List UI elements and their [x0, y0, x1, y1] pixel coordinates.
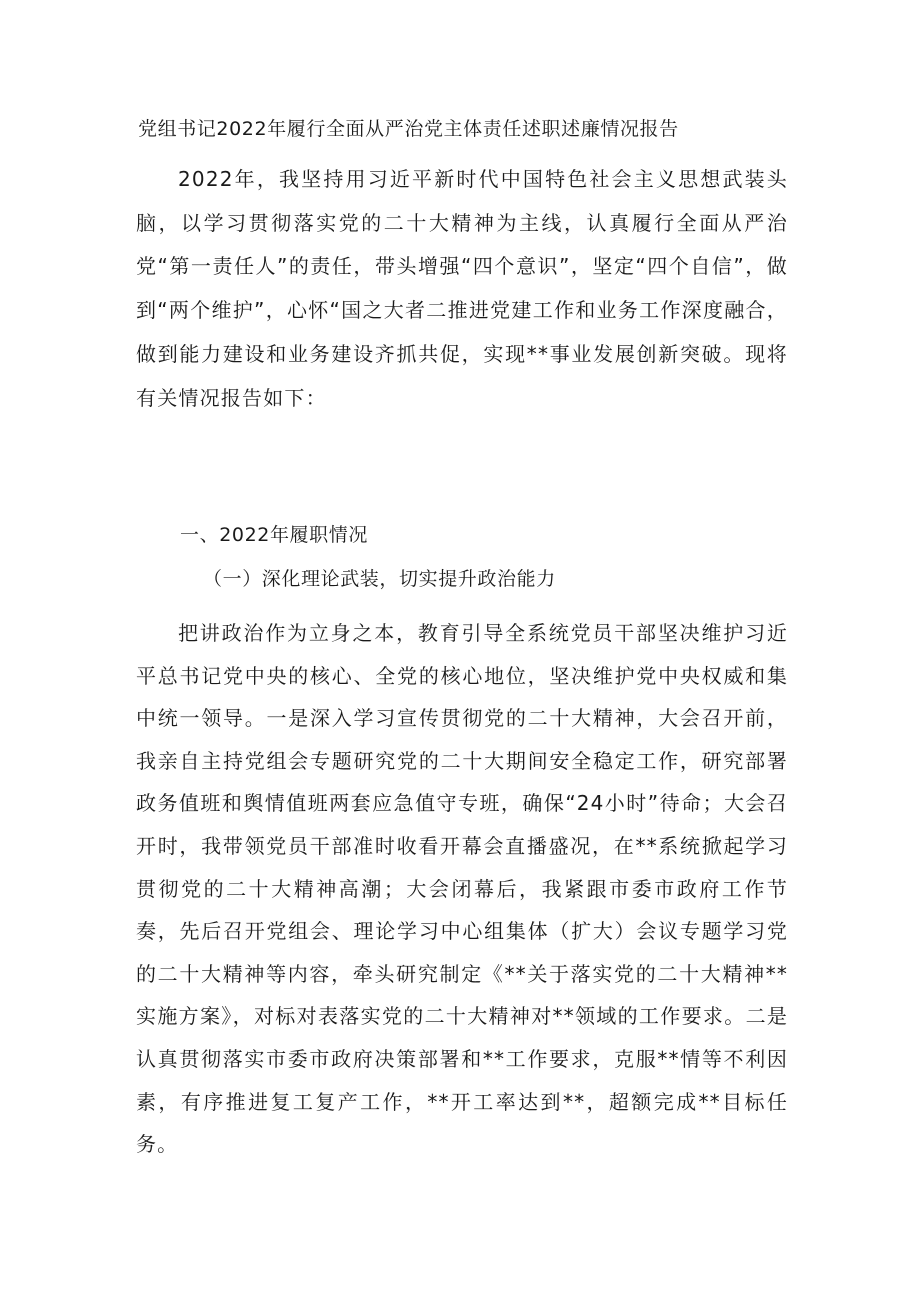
subsection-heading: （一）深化理论武装，切实提升政治能力 — [203, 568, 556, 590]
body-paragraph: 把讲政治作为立身之本，教育引导全系统党员干部坚决维护习近平总书记党中央的核心、全党的核心地位，坚决维护党中央权威和集中统一领导。一是深入学习宣传贯彻党的二十大精神，大会召开前，我亲自主持党组会专题研究党的二十大期间安全稳定工作，研究部署政务值班和舆情值班两套应急值守专班，确保“24小时”待命；大会召开时，我带领党员干部准时收看开幕会直播盛况，在**系统掀起学习贯彻党的二十大精神高潮；大会闭幕后，我紧跟市委市政府工作节奏，先后召开党组会、理论学习中心组集体（扩大）会议专题学习党的二十大精神等内容，牵头研究制定《**关于落实党的二十大精神**实施方案》，对标对表落实党的二十大精神对**领域的工作要求。二是认真贯彻落实市委市政府决策部署和**工作要求，克服**情等不利因素，有序推进复工复产工作，**开工率达到**，超额完成**目标任务。 — [136, 621, 788, 1157]
intro-paragraph: 2022年，我坚持用习近平新时代中国特色社会主义思想武装头脑，以学习贯彻落实党的二十大精神为主线，认真履行全面从严治党“第一责任人”的责任，带头增强“四个意识”，坚定“四个自信”，做到“两个维护”，心怀“国之大者二推进党建工作和业务工作深度融合，做到能力建设和业务建设齐抓共促，实现**事业发展创新突破。现将有关情况报告如下： — [136, 167, 788, 410]
document-title: 党组书记2022年履行全面从严治党主体责任述职述廉情况报告 — [138, 118, 679, 140]
section-heading: 一、2022年履职情况 — [180, 524, 368, 546]
